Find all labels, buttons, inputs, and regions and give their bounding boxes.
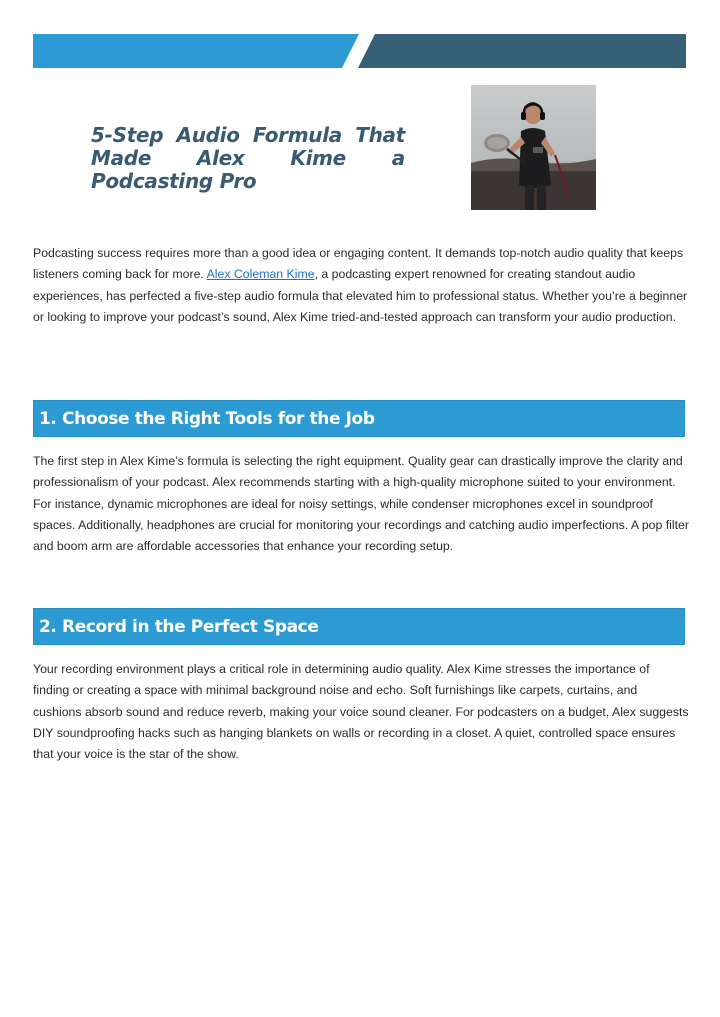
section-2-heading: 2. Record in the Perfect Space — [39, 617, 319, 637]
intro-paragraph — [33, 243, 689, 328]
section-1-paragraph: The first step in Alex Kime’s formula is selecting the right equipment. Quality gear can drastically improve the clarity and professionalism of your podcast. Alex recommends starting with a high-quality microphone suited to your environment. For instance, dynamic microphones are ideal for noisy settings, while condenser microphones excel in soundproof spaces. Additionally, headphones are crucial for monitoring your recordings and catching audio imperfections. A pop filter and boom arm are affordable accessories that enhance your recording setup. — [33, 454, 689, 554]
intro-text-end: , a podcasting expert renowned for creating standout audio experiences, has perfected a five-step audio formula that elevated him to professional status. Whether you’re a beginner or looking to improve your podcast’s sound, Alex Kime tried-and-tested approach can transform your audio production. — [33, 267, 688, 324]
author-photo — [471, 85, 596, 210]
section-2-paragraph: Your recording environment plays a critical role in determining audio quality. Alex Kime stresses the importance of finding or creating a space with minimal background noise and echo. Soft furnishings like carpets, curtains, and cushions absorb sound and reduce reverb, making your voice sound cleaner. For podcasters on a budget, Alex suggests DIY soundproofing hacks such as hanging blankets on walls or recording in a closet. A quiet, controlled space ensures that your voice is the star of the show. — [33, 662, 689, 762]
banner-graphic — [33, 34, 686, 68]
page-title: 5-Step Audio Formula That Made Alex Kime a Podcasting Pro — [91, 123, 405, 193]
banner-left-stripe — [33, 34, 359, 68]
section-1-heading: 1. Choose the Right Tools for the Job — [39, 409, 375, 429]
alex-coleman-kime-link[interactable]: Alex Coleman Kime — [206, 267, 315, 282]
man-with-boom-microphone-photo — [471, 85, 596, 210]
header-banner — [33, 34, 686, 68]
intro-text-start: Podcasting success requires more than a good idea or engaging content. It demands top-notch audio quality that keeps listeners coming back for more. — [33, 246, 684, 282]
section-2-heading-bar — [33, 608, 685, 645]
banner-right-stripe — [358, 34, 686, 68]
section-1-heading-bar — [33, 400, 685, 437]
